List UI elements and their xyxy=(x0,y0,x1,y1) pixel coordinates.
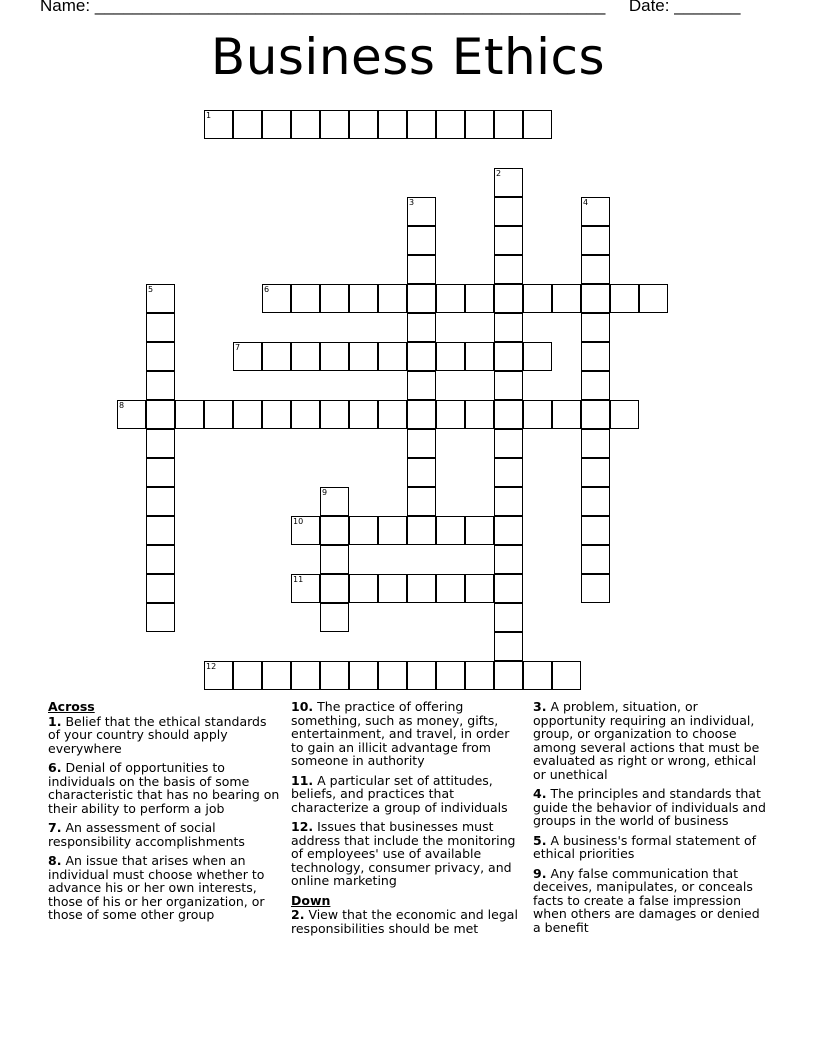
crossword-cell[interactable] xyxy=(175,400,204,429)
crossword-cell[interactable] xyxy=(262,661,291,690)
crossword-cell[interactable] xyxy=(320,400,349,429)
crossword-cell[interactable] xyxy=(436,284,465,313)
crossword-cell[interactable] xyxy=(465,516,494,545)
crossword-cell[interactable] xyxy=(494,458,523,487)
crossword-cell[interactable] xyxy=(610,284,639,313)
cell-number: 6 xyxy=(264,285,270,294)
crossword-cell[interactable] xyxy=(523,661,552,690)
crossword-cell[interactable] xyxy=(494,284,523,313)
crossword-cell[interactable] xyxy=(349,661,378,690)
crossword-cell[interactable] xyxy=(233,342,262,371)
crossword-cell[interactable] xyxy=(262,110,291,139)
crossword-cell[interactable] xyxy=(494,400,523,429)
crossword-cell[interactable] xyxy=(407,110,436,139)
crossword-cell[interactable] xyxy=(378,284,407,313)
crossword-cell[interactable] xyxy=(465,400,494,429)
crossword-cell[interactable] xyxy=(291,661,320,690)
crossword-cell[interactable] xyxy=(233,400,262,429)
crossword-cell[interactable] xyxy=(436,574,465,603)
crossword-cell[interactable] xyxy=(320,545,349,574)
crossword-cell[interactable] xyxy=(494,516,523,545)
crossword-cell[interactable] xyxy=(146,487,175,516)
crossword-cell[interactable] xyxy=(581,516,610,545)
cell-number: 8 xyxy=(119,401,125,410)
clue-column-1 xyxy=(48,700,280,928)
crossword-cell[interactable] xyxy=(494,342,523,371)
crossword-cell[interactable] xyxy=(146,284,175,313)
crossword-cell[interactable] xyxy=(581,545,610,574)
crossword-cell[interactable] xyxy=(378,110,407,139)
crossword-cell[interactable] xyxy=(581,371,610,400)
crossword-cell[interactable] xyxy=(494,545,523,574)
crossword-cell[interactable] xyxy=(378,661,407,690)
crossword-cell[interactable] xyxy=(494,197,523,226)
crossword-cell[interactable] xyxy=(407,516,436,545)
crossword-cell[interactable] xyxy=(494,255,523,284)
across-heading: Across xyxy=(48,699,95,714)
clue-down-2: 2. View that the economic and legal responsibilities should be met xyxy=(291,907,518,936)
clue-column-3 xyxy=(533,700,769,940)
crossword-cell[interactable] xyxy=(320,284,349,313)
crossword-cell[interactable] xyxy=(436,661,465,690)
crossword-cell[interactable] xyxy=(320,516,349,545)
crossword-cell[interactable] xyxy=(436,400,465,429)
crossword-cell[interactable] xyxy=(146,313,175,342)
clue-down-9: 9. Any false communication that deceives, manipulates, or conceals facts to create a false impression when others are damages or denied a benefit xyxy=(533,865,760,935)
crossword-cell[interactable] xyxy=(465,342,494,371)
crossword-cell[interactable] xyxy=(436,342,465,371)
crossword-cell[interactable] xyxy=(581,574,610,603)
crossword-cell[interactable] xyxy=(639,284,668,313)
crossword-cell[interactable] xyxy=(552,284,581,313)
cell-number: 5 xyxy=(148,285,154,294)
crossword-cell[interactable] xyxy=(581,226,610,255)
crossword-cell[interactable] xyxy=(291,342,320,371)
crossword-cell[interactable] xyxy=(581,284,610,313)
crossword-cell[interactable] xyxy=(494,632,523,661)
crossword-cell[interactable] xyxy=(494,661,523,690)
crossword-cell[interactable] xyxy=(407,284,436,313)
crossword-cell[interactable] xyxy=(146,516,175,545)
crossword-cell[interactable] xyxy=(262,400,291,429)
crossword-cell[interactable] xyxy=(581,487,610,516)
crossword-cell[interactable] xyxy=(523,342,552,371)
crossword-cell[interactable] xyxy=(407,458,436,487)
crossword-cell[interactable] xyxy=(320,574,349,603)
crossword-cell[interactable] xyxy=(378,342,407,371)
crossword-cell[interactable] xyxy=(523,110,552,139)
date-blank[interactable]: _______ xyxy=(674,0,741,15)
crossword-cell[interactable] xyxy=(407,226,436,255)
page-title: Business Ethics xyxy=(210,28,606,86)
crossword-cell[interactable] xyxy=(465,284,494,313)
cell-number: 12 xyxy=(206,662,217,671)
crossword-cell[interactable] xyxy=(349,400,378,429)
crossword-cell[interactable] xyxy=(320,110,349,139)
crossword-cell[interactable] xyxy=(349,110,378,139)
crossword-cell[interactable] xyxy=(494,574,523,603)
cell-number: 4 xyxy=(583,198,589,207)
cell-number: 1 xyxy=(206,111,212,120)
crossword-cell[interactable] xyxy=(523,284,552,313)
crossword-cell[interactable] xyxy=(262,342,291,371)
cell-number: 9 xyxy=(322,488,328,497)
crossword-cell[interactable] xyxy=(494,110,523,139)
crossword-cell[interactable] xyxy=(378,516,407,545)
crossword-cell[interactable] xyxy=(581,429,610,458)
crossword-cell[interactable] xyxy=(291,110,320,139)
crossword-cell[interactable] xyxy=(291,400,320,429)
crossword-cell[interactable] xyxy=(233,110,262,139)
crossword-cell[interactable] xyxy=(407,487,436,516)
cell-number: 2 xyxy=(496,169,502,178)
clue-across-10: 10. The practice of offering something, such as money, gifts, entertainment, and travel, in order to gain an illicit advantage from someone in authority xyxy=(291,699,510,768)
crossword-cell[interactable] xyxy=(465,110,494,139)
crossword-cell[interactable] xyxy=(320,342,349,371)
name-blank[interactable]: ______________________________________________________ xyxy=(94,0,606,15)
crossword-cell[interactable] xyxy=(465,661,494,690)
crossword-cell[interactable] xyxy=(494,487,523,516)
crossword-cell[interactable] xyxy=(233,661,262,690)
down-heading: Down xyxy=(291,892,331,908)
crossword-cell[interactable] xyxy=(291,284,320,313)
clue-across-12: 12. Issues that businesses must address that include the monitoring of employees' use of available technology, consumer privacy, and online marketing xyxy=(291,819,516,888)
crossword-cell[interactable] xyxy=(552,400,581,429)
crossword-cell[interactable] xyxy=(407,371,436,400)
crossword-cell[interactable] xyxy=(349,574,378,603)
crossword-cell[interactable] xyxy=(320,487,349,516)
crossword-cell[interactable] xyxy=(494,429,523,458)
crossword-cell[interactable] xyxy=(465,574,494,603)
clue-across-7: 7. An assessment of social responsibility accomplishments xyxy=(48,820,245,849)
crossword-cell[interactable] xyxy=(117,400,146,429)
crossword-cell[interactable] xyxy=(204,661,233,690)
cell-number: 10 xyxy=(293,517,304,526)
crossword-cell[interactable] xyxy=(262,284,291,313)
crossword-cell[interactable] xyxy=(523,400,552,429)
crossword-cell[interactable] xyxy=(494,371,523,400)
crossword-cell[interactable] xyxy=(146,603,175,632)
crossword-cell[interactable] xyxy=(146,545,175,574)
crossword-cell[interactable] xyxy=(581,255,610,284)
crossword-cell[interactable] xyxy=(581,313,610,342)
crossword-cell[interactable] xyxy=(146,458,175,487)
crossword-cell[interactable] xyxy=(436,110,465,139)
crossword-cell[interactable] xyxy=(204,110,233,139)
crossword-cell[interactable] xyxy=(146,371,175,400)
crossword-cell[interactable] xyxy=(378,574,407,603)
clue-across-11: 11. A particular set of attitudes, beliefs, and practices that characterize a group of individuals xyxy=(291,772,508,815)
crossword-cell[interactable] xyxy=(494,313,523,342)
crossword-cell[interactable] xyxy=(581,342,610,371)
cell-number: 3 xyxy=(409,198,415,207)
clue-across-1: 1. Belief that the ethical standards of your country should apply everywhere xyxy=(48,713,267,756)
crossword-cell[interactable] xyxy=(146,429,175,458)
crossword-cell[interactable] xyxy=(291,516,320,545)
crossword-cell[interactable] xyxy=(494,226,523,255)
crossword-cell[interactable] xyxy=(407,429,436,458)
crossword-cell[interactable] xyxy=(320,661,349,690)
clue-down-3: 3. A problem, situation, or opportunity requiring an individual, group, or organization to choose among several actions that must be evaluated as right or wrong, ethical or unethical xyxy=(533,699,760,782)
crossword-cell[interactable] xyxy=(349,342,378,371)
crossword-cell[interactable] xyxy=(494,168,523,197)
clue-down-4: 4. The principles and standards that guide the behavior of individuals and groups in the world of business xyxy=(533,786,766,828)
crossword-cell[interactable] xyxy=(291,574,320,603)
crossword-cell[interactable] xyxy=(146,342,175,371)
crossword-cell[interactable] xyxy=(407,255,436,284)
crossword-cell[interactable] xyxy=(407,342,436,371)
crossword-cell[interactable] xyxy=(581,400,610,429)
crossword-cell[interactable] xyxy=(581,197,610,226)
crossword-cell[interactable] xyxy=(349,516,378,545)
clue-across-8: 8. An issue that arises when an individual must choose whether to advance his or her own interests, those of his or her organization, or those of some other group xyxy=(48,853,265,922)
cell-number: 11 xyxy=(293,575,304,584)
crossword-cell[interactable] xyxy=(407,661,436,690)
clue-across-6: 6. Denial of opportunities to individuals on the basis of some characteristic that has no bearing on their ability to perform a job xyxy=(48,760,280,816)
crossword-cell[interactable] xyxy=(610,400,639,429)
crossword-cell[interactable] xyxy=(204,400,233,429)
crossword-cell[interactable] xyxy=(407,313,436,342)
crossword-cell[interactable] xyxy=(407,400,436,429)
name-label: Name: xyxy=(40,0,91,15)
crossword-cell[interactable] xyxy=(146,400,175,429)
crossword-cell[interactable] xyxy=(378,400,407,429)
clue-column-2 xyxy=(291,700,525,941)
cell-number: 7 xyxy=(235,343,241,352)
crossword-cell[interactable] xyxy=(581,458,610,487)
crossword-cell[interactable] xyxy=(494,603,523,632)
clue-down-5: 5. A business's formal statement of ethical priorities xyxy=(533,832,756,861)
crossword-cell[interactable] xyxy=(349,284,378,313)
crossword-cell[interactable] xyxy=(407,574,436,603)
crossword-cell[interactable] xyxy=(320,603,349,632)
crossword-cell[interactable] xyxy=(552,661,581,690)
crossword-cell[interactable] xyxy=(436,516,465,545)
date-label: Date: xyxy=(628,0,670,15)
crossword-cell[interactable] xyxy=(146,574,175,603)
crossword-cell[interactable] xyxy=(407,197,436,226)
